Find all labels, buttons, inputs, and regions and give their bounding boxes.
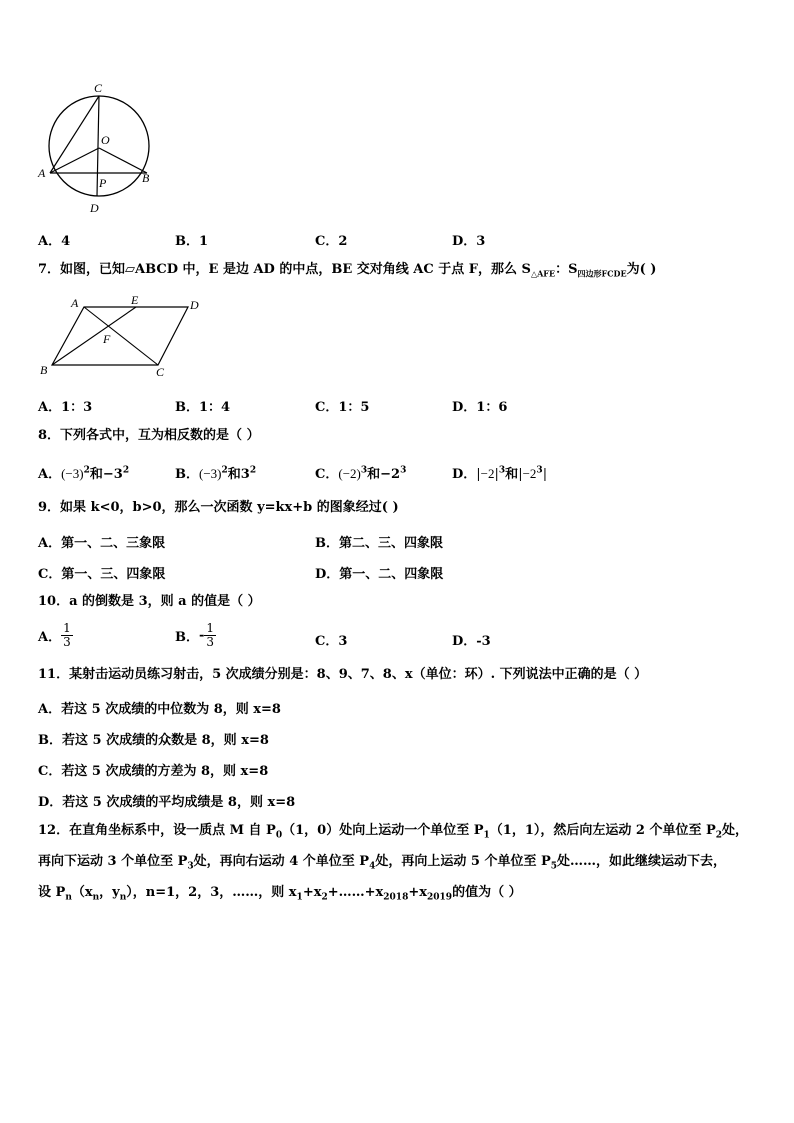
label-a: A [71, 296, 79, 310]
q11-option-c: C．若这 5 次成绩的方差为 8，则 x=8 [38, 764, 269, 779]
label-c: C [156, 365, 165, 379]
q11-stem: 11．某射击运动员练习射击，5 次成绩分别是：8、9、7、8、x（单位：环）. 下列说法中正确的是（ ） [38, 667, 648, 682]
q7-option-b: B．1：4 [175, 400, 231, 415]
q7-stem: 7．如图，已知▱ABCD 中，E 是边 AD 的中点，BE 交对角线 AC 于点 F，那么 $S_{\triangle AFE}$：$S_{四边形FCDE}$为( ) [38, 262, 657, 279]
q7-option-d: D．1：6 [452, 400, 508, 415]
q11-option-b: B．若这 5 次成绩的众数是 8，则 x=8 [38, 733, 269, 748]
q10-option-c: C．3 [315, 634, 348, 649]
label-p: P [99, 176, 107, 190]
q10-option-b: B．- $\frac{1}{3}$ [175, 621, 215, 649]
label-e: E [131, 293, 139, 307]
q9-option-c: C．第一、三、四象限 [38, 567, 166, 582]
label-b: B [142, 171, 150, 185]
q9-option-b: B．第二、三、四象限 [315, 536, 444, 551]
diagonal-ac [84, 307, 158, 365]
label-b: B [40, 363, 48, 377]
q11-option-d: D．若这 5 次成绩的平均成绩是 8，则 x=8 [38, 795, 296, 810]
q11-option-a: A．若这 5 次成绩的中位数为 8，则 x=8 [38, 702, 281, 717]
q6-option-d: D．3 [452, 234, 486, 249]
q8-stem: 8．下列各式中，互为相反数的是（ ） [38, 428, 260, 443]
parallelogram-abcd [52, 307, 188, 365]
line-be [52, 307, 136, 365]
label-f: F [103, 332, 111, 346]
fraction: $\frac{1}{3}$ [206, 621, 215, 649]
label-o: O [101, 133, 110, 147]
q9-option-a: A．第一、二、三象限 [38, 536, 166, 551]
q8-option-d: D．$|-2|^3$和$|-2^3|$ [452, 465, 548, 482]
fraction: $\frac{1}{3}$ [63, 621, 71, 649]
q6-option-c: C．2 [315, 234, 348, 249]
q12-line-3: 设 $P_n(x_n$，$y_n$），n=1，2，3，……，则 $x_1+x_2+\dots\dots+x_{2018}+x_{2019}$的值为（ ） [38, 885, 522, 903]
q10-option-a: A． $\frac{1}{3}$ [38, 621, 71, 649]
q6-option-b: B．1 [175, 234, 209, 249]
q10-stem: 10．a 的倒数是 3，则 a 的值是（ ） [38, 594, 261, 609]
q12-line-2: 再向下运动 3 个单位至 $P_3$处，再向右运动 4 个单位至 $P_4$处，再向上运动 5 个单位至 $P_5$处……，如此继续运动下去， [38, 854, 727, 872]
q12-line-1: 12．在直角坐标系中，设一质点 M 自 $P_0(1$，0）处向上运动一个单位至 $P_1(1$，1），然后向左运动 2 个单位至 $P_2$处， [38, 823, 749, 841]
q9-stem: 9．如果 k<0，b>0，那么一次函数 y=kx+b 的图象经过( ) [38, 500, 399, 515]
label-d: D [90, 201, 99, 215]
q7-option-c: C．1：5 [315, 400, 370, 415]
q8-option-c: C．$(-2)^3$和$-2^3$ [315, 465, 407, 482]
q8-option-a: A．$(-3)^2$和$-3^2$ [38, 465, 130, 482]
q10-option-d: D．-3 [452, 634, 491, 649]
circle-figure [30, 78, 160, 216]
label-c: C [94, 81, 103, 95]
q8-option-b: B．$(-3)^2$和$3^2$ [175, 465, 257, 482]
label-d: D [190, 298, 199, 312]
q6-option-a: A．4 [38, 234, 71, 249]
parallelogram-figure [35, 293, 210, 383]
line-ob [99, 148, 147, 173]
line-ca [50, 96, 99, 173]
q7-option-a: A．1：3 [38, 400, 93, 415]
label-a: A [38, 166, 46, 180]
q9-option-d: D．第一、二、四象限 [315, 567, 444, 582]
